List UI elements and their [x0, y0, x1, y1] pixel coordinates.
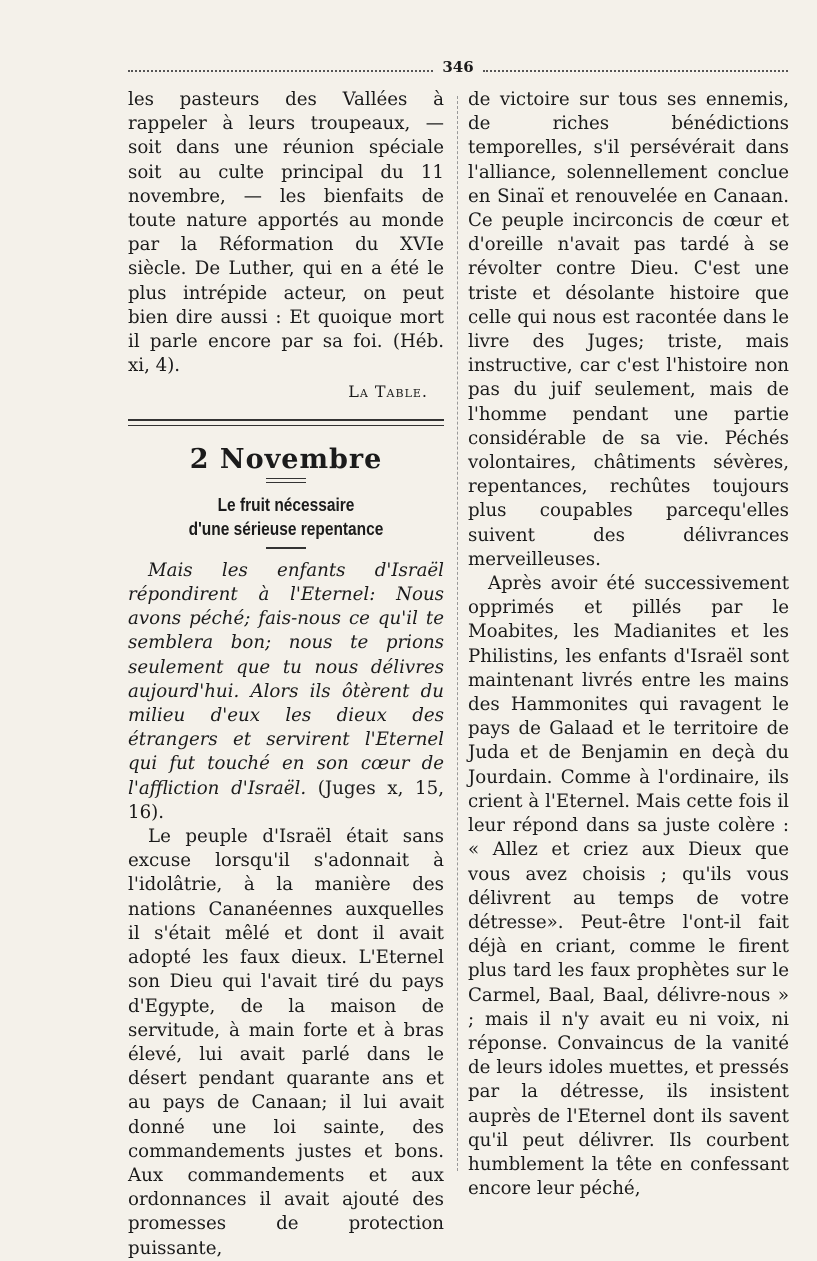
page-number: 346	[442, 58, 474, 76]
left-paragraph-body: Le peuple d'Israël était sans excuse lorsqu'il s'adonnait à l'idolâtrie, à la manière des nations Cananéennes auxquelles il s'était mêlé et dont il avait adopté les faux dieux. L'Eternel son Dieu qui l'avait tiré du pays d'Egypte, de la maison de servitude, à main forte et à bras élevé, lui avait parlé dans le désert pendant quarante ans et au pays de Canaan; il lui avait donné une loi sainte, des commandements justes et bons. Aux commandements et aux ordonnances il avait ajouté des promesses de protection puissante,	[128, 826, 444, 1259]
section-title-line-1: Le fruit nécessaire	[217, 494, 355, 515]
section-date: 2 Novembre	[189, 443, 383, 475]
right-column	[468, 88, 789, 1201]
header-rule-right	[483, 70, 788, 72]
epigraph	[128, 559, 444, 825]
title-dash	[266, 547, 306, 549]
section-title-line-2: d'une sérieuse repentance	[188, 518, 384, 539]
left-column	[128, 88, 444, 1261]
date-underline	[266, 478, 306, 483]
header-rule-left	[128, 70, 433, 72]
section-title	[150, 493, 422, 541]
right-paragraph-2: Après avoir été successivement opprimés et pillés par le Moabites, les Madianites et les Philistins, les enfants d'Israël sont maintenant livrés entre les mains des Hammonites qui ravagent le pays de Galaad et le territoire de Juda et de Benjamin en deçà du Jourdain. Comme à l'ordinaire, ils crient à l'Eternel. Mais cette fois il leur répond dans sa juste colère : « Allez et criez aux Dieux que vous avez choisis ; qu'ils vous délivrent au temps de votre détresse». Peut-être l'ont-il fait déjà en criant, comme le firent plus tard les faux prophètes sur le Carmel, Baal, Baal, délivre-nous » ; mais il n'y avait eu ni voix, ni réponse. Convaincus de la vanité de leurs idoles muettes, et pressés par la détresse, ils insistent auprès de l'Eternel dont ils savent qu'il peut délivrer. Ils courbent humblement la tête en confessant encore leur péché,	[468, 573, 789, 1200]
column-divider	[457, 96, 458, 1171]
signature: La Table.	[348, 382, 428, 402]
page-header	[128, 58, 788, 82]
epigraph-reference: (Juges x, 15, 16).	[128, 777, 444, 823]
right-paragraph-1: de victoire sur tous ses ennemis, de riches bénédictions temporelles, s'il persévérait dans l'alliance, solennellement conclue en Sinaï et renouvelée en Canaan. Ce peuple incirconcis de cœur et d'oreille n'avait pas tardé à se révolter contre Dieu. C'est une triste et désolante histoire que celle qui nous est racontée dans le livre des Juges; triste, mais instructive, car c'est l'histoire non pas du juif seulement, mais de l'homme pendant une partie considérable de sa vie. Péchés volontaires, châtiments sévères, repentances, rechûtes toujours plus coupables parcequ'elles suivent des délivrances merveilleuses.	[468, 89, 789, 570]
epigraph-text: Mais les enfants d'Israël répondirent à l'Eternel: Nous avons péché; fais-nous ce qu'il te semblera bon; nous te prions seulement que tu nous délivres aujourd'hui. Alors ils ôtèrent du milieu d'eux les dieux des étrangers et servirent l'Eternel qui fut touché en son cœur de l'affliction d'Israël.	[128, 559, 444, 799]
left-paragraph-top: les pasteurs des Vallées à rappeler à leurs troupeaux, — soit dans une réunion spéciale soit au culte principal du 11 novembre, — les bienfaits de toute nature apportés au monde par la Réformation du XVIe siècle. De Luther, qui en a été le plus intrépide acteur, on peut bien dire aussi : Et quoique mort il parle encore par sa foi. (Héb. xi, 4).	[128, 89, 444, 377]
section-separator	[128, 419, 444, 426]
